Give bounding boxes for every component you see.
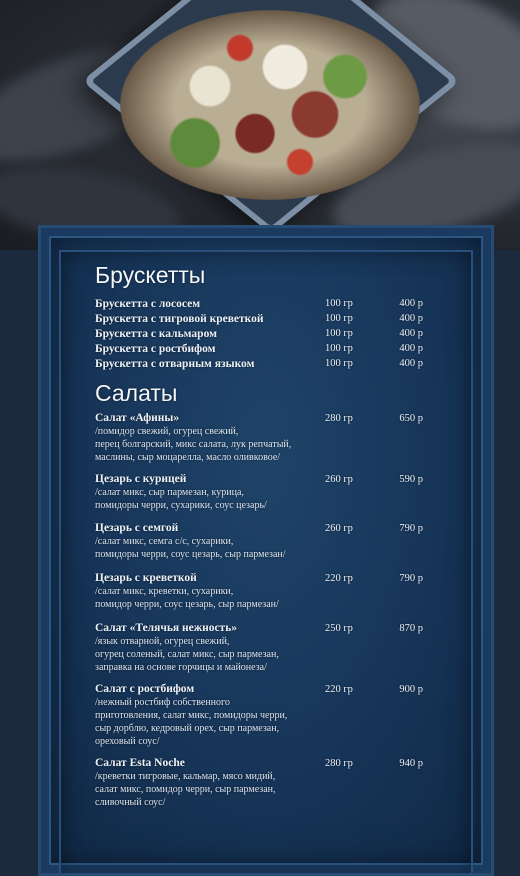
menu-item: Брускетта с ростбифом 100 гр 400 р — [95, 342, 423, 355]
menu-item: Салат с ростбифом 220 гр 900 р /нежный ростбиф собственного приготовления, салат микс, помидоры черри, сыр дорблю, кедровый орех, сыр пармезан, ореховый соус/ — [95, 683, 423, 747]
menu-item: Цезарь с курицей 260 гр 590 р /салат микс, сыр пармезан, курица, помидоры черри, сухарики, соус цезарь/ — [95, 473, 423, 511]
section-heading-bruschetta: Брускетты — [95, 262, 206, 288]
menu-item: Брускетта с отварным языком 100 гр 400 р — [95, 357, 423, 370]
menu-item: Брускетта с лососем 100 гр 400 р — [95, 297, 423, 310]
menu-item: Салат «Телячья нежность» 250 гр 870 р /язык отварной, огурец свежий, огурец соленый, салат микс, сыр пармезан, заправка на основе горчицы и майонеза/ — [95, 622, 423, 673]
menu-content — [95, 258, 425, 808]
section-heading-salads: Салаты — [95, 380, 178, 406]
salad-photo — [0, 0, 520, 250]
menu-item: Цезарь с семгой 260 гр 790 р /салат микс, семга с/с, сухарики, помидоры черри, соус цезарь, сыр пармезан/ — [95, 522, 423, 560]
menu-item: Брускетта с кальмаром 100 гр 400 р — [95, 327, 423, 340]
menu-item: Салат «Афины» 280 гр 650 р /помидор свежий, огурец свежий, перец болгарский, микс салата, лук репчатый, маслины, сыр моцарелла, масло оливковое/ — [95, 412, 423, 463]
salad-dish — [120, 10, 420, 200]
menu-item: Цезарь с креветкой 220 гр 790 р /салат микс, креветки, сухарики, помидор черри, соус цезарь, сыр пармезан/ — [95, 572, 423, 610]
menu-item: Салат Esta Noche 280 гр 940 р /креветки тигровые, кальмар, мясо мидий, салат микс, помидор черри, сыр пармезан, сливочный соус/ — [95, 757, 423, 808]
menu-item: Брускетта с тигровой креветкой 100 гр 400 р — [95, 312, 423, 325]
